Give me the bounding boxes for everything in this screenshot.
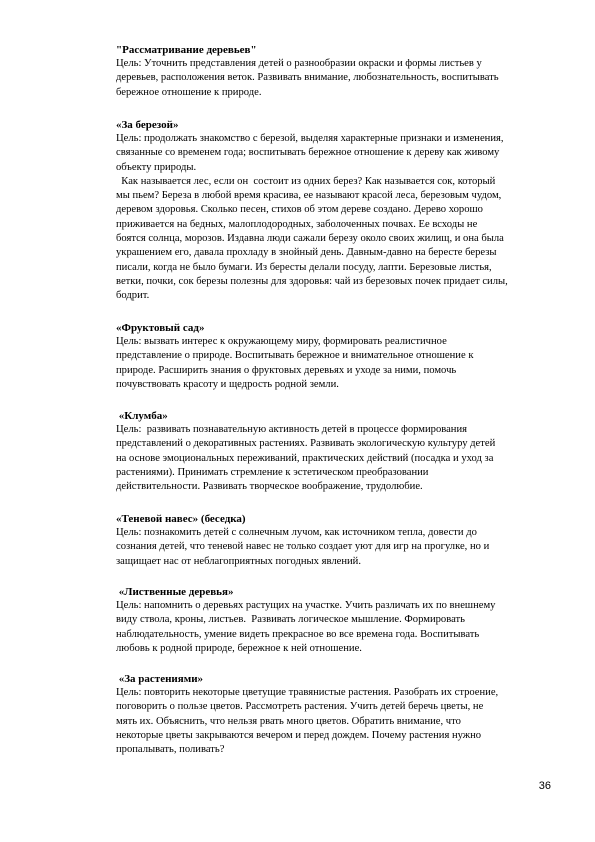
- text-line: мы пьем? Береза в любой время красива, ее называют красой леса, березовым чудом,: [116, 190, 502, 202]
- section-heading: «За березой»: [116, 119, 179, 131]
- text-line: мять их. Объяснить, что нельзя рвать много цветов. Обратить внимание, что: [116, 715, 461, 727]
- text-line: представлений о декоративных растениях. Развивать экологическую культуру детей: [116, 438, 496, 450]
- text-line: защищает нас от неблагоприятных погодных явлений.: [116, 555, 361, 567]
- text-line: почувствовать красоту и щедрость родной земли.: [116, 378, 339, 390]
- section-heading: «Клумба»: [116, 410, 168, 422]
- section-heading: «За растениями»: [116, 673, 204, 685]
- text-line: украшением его, давала прохладу в знойный день. Давным-давно на бересте березы: [116, 247, 497, 259]
- text-line: бережное отношение к природе.: [116, 86, 262, 98]
- section-shade-canopy: [116, 513, 556, 569]
- text-line: природе. Расширить знания о фруктовых деревьях и уходе за ними, помочь: [116, 364, 457, 376]
- text-line: деревьев, расположения веток. Развивать внимание, любознательность, воспитывать: [116, 72, 499, 84]
- text-line: некоторые цветы закрываются вечером и перед дождем. Почему растения нужно: [116, 729, 482, 741]
- text-line: Как называется лес, если он состоит из одних берез? Как называется сок, который: [116, 175, 496, 187]
- text-line: ветки, почки, сок березы полезны для здоровья: чай из березовых почек придает силы,: [116, 275, 508, 287]
- text-line: пропалывать, поливать?: [116, 744, 225, 756]
- text-line: Цель: напомнить о деревьях растущих на участке. Учить различать их по внешнему: [116, 600, 496, 611]
- section-heading: «Лиственные деревья»: [116, 586, 234, 598]
- section-trees: [116, 44, 556, 100]
- section-orchard: [116, 322, 556, 392]
- text-line: связанные со временем года; воспитывать бережное отношение к дереву как живому: [116, 147, 500, 159]
- text-line: действительности. Развивать творческое воображение, трудолюбие.: [116, 481, 423, 493]
- page-number: 36: [538, 780, 551, 792]
- section-heading: "Рассматривание деревьев": [116, 44, 257, 56]
- section-flowerbed: [116, 410, 556, 494]
- text-line: объекту природы.: [116, 161, 197, 173]
- text-line: Цель: продолжать знакомство с березой, выделяя характерные признаки и изменения,: [116, 133, 504, 144]
- text-line: бодрит.: [116, 290, 150, 302]
- text-line: поговорить о пользе цветов. Рассмотреть растения. Учить детей беречь цветы, не: [116, 701, 484, 713]
- text-line: на основе эмоциональных переживаний, практических действий (посадка и уход за: [116, 452, 494, 464]
- text-line: Цель: познакомить детей с солнечным лучом, как источником тепла, довести до: [116, 527, 477, 538]
- text-line: Цель: повторить некоторые цветущие травянистые растения. Разобрать их строение,: [116, 687, 499, 698]
- text-line: Цель: вызвать интерес к окружающему миру, формировать реалистичное: [116, 336, 447, 347]
- text-line: наблюдательность, умение видеть прекрасное во все времена года. Воспитывать: [116, 628, 480, 640]
- text-line: писали, когда не было бумаги. Из бересты делали посуду, лапти. Березовые листья,: [116, 261, 492, 273]
- text-line: приживается на бедных, малоплодородных, заболоченных почвах. Ее всходы не: [116, 218, 478, 230]
- text-line: любовь к родной природе, бережное к ней отношение.: [116, 642, 362, 654]
- text-line: представление о природе. Воспитывать бережное и внимательное отношение к: [116, 350, 474, 362]
- text-line: растениями). Принимать стремление к эстетическом преобразовании: [116, 466, 429, 478]
- section-birch: [116, 119, 556, 304]
- section-plants: [116, 673, 556, 757]
- text-line: боятся солнца, морозов. Издавна люди сажали березу около своих жилищ, и она была: [116, 233, 504, 245]
- text-line: виду ствола, кроны, листьев. Развивать логическое мышление. Формировать: [116, 614, 465, 626]
- text-line: деревом здоровья. Сколько песен, стихов об этом дереве создано. Дерево хорошо: [116, 204, 483, 216]
- section-heading: «Фруктовый сад»: [116, 322, 205, 334]
- text-line: сознания детей, что теневой навес не только создает уют для игр на прогулке, но и: [116, 541, 490, 553]
- section-deciduous-trees: [116, 586, 556, 656]
- section-heading: «Теневой навес» (беседка): [116, 513, 246, 525]
- text-line: Цель: Уточнить представления детей о разнообразии окраски и формы листьев у: [116, 58, 482, 69]
- text-line: Цель: развивать познавательную активность детей в процессе формирования: [116, 424, 468, 435]
